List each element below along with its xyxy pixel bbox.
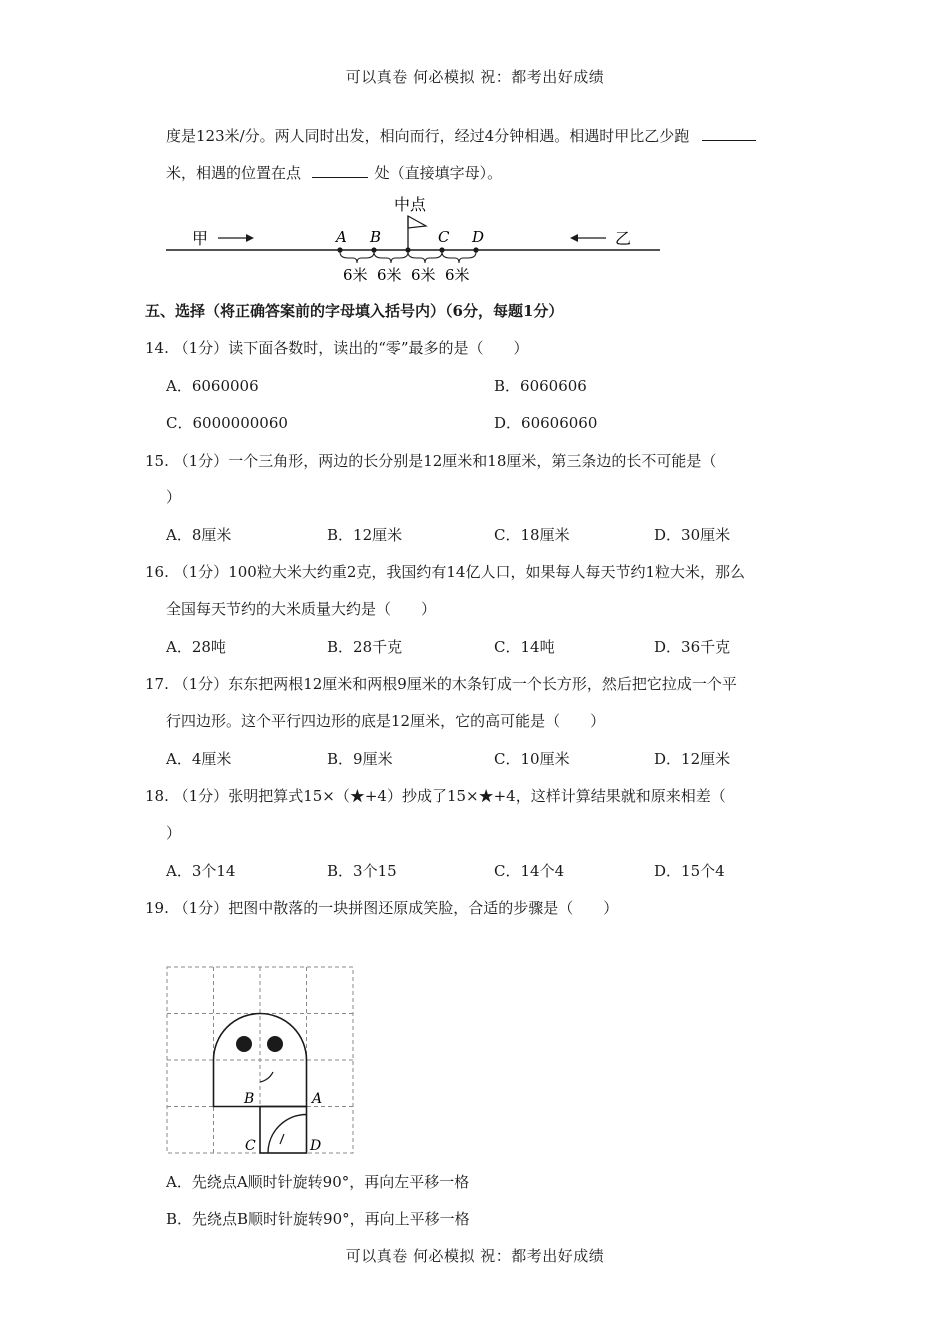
q15-option-a[interactable]: A．8厘米 <box>166 526 232 544</box>
q14-option-b[interactable]: B．6060606 <box>494 377 587 395</box>
midpoint-label: 中点 <box>394 195 427 214</box>
q14-option-c[interactable]: C．6000000060 <box>166 414 288 432</box>
q16-option-c[interactable]: C．14吨 <box>494 638 555 656</box>
q19-option-a[interactable]: A．先绕点A顺时针旋转90°，再向左平移一格 <box>166 1173 470 1191</box>
q18-number: 18. <box>145 787 169 805</box>
brace-3 <box>408 252 442 263</box>
q16-option-a[interactable]: A．28吨 <box>166 638 226 656</box>
q17-option-b[interactable]: B．9厘米 <box>327 750 393 768</box>
q17-text: 东东把两根12厘米和两根9厘米的木条钉成一个长方形，然后把它拉成一个平 <box>228 675 737 693</box>
q19-number: 19. <box>145 899 169 917</box>
brace-4 <box>442 252 476 263</box>
piece-arc <box>268 1115 307 1154</box>
question-19 <box>145 897 618 918</box>
q18-option-c[interactable]: C．14个4 <box>494 862 565 880</box>
label-jia: 甲 <box>192 229 209 248</box>
flag-icon <box>408 216 426 228</box>
q13-line1-text: 度是123米/分。两人同时出发，相向而行，经过4分钟相遇。相遇时甲比乙少跑 <box>166 127 690 145</box>
q15-number: 15. <box>145 452 169 470</box>
q19-option-b[interactable]: B．先绕点B顺时针旋转90°，再向上平移一格 <box>166 1210 470 1228</box>
q19-score: （1分） <box>173 899 229 917</box>
segment-label-1: 6米 <box>343 266 368 284</box>
label-a: A <box>312 1091 323 1107</box>
q13-line1 <box>166 125 756 146</box>
q13-answer-blank-2[interactable] <box>312 163 368 178</box>
q14-option-a[interactable]: A．6060006 <box>166 377 259 395</box>
q15-score: （1分） <box>173 452 229 470</box>
q16-score: （1分） <box>173 563 229 581</box>
arrow-left-head-icon <box>570 234 578 242</box>
q19-figure <box>160 960 360 1160</box>
q13-answer-blank-1[interactable] <box>702 126 756 141</box>
q14-number: 14. <box>145 339 169 357</box>
page-footer: 可以真卷 何必模拟 祝：都考出好成绩 <box>345 1247 605 1265</box>
q19-text: 把图中散落的一块拼图还原成笑脸，合适的步骤是（ ） <box>228 899 619 917</box>
q13-line2-text-b: 处（直接填字母）。 <box>374 164 503 182</box>
label-b: B <box>244 1091 255 1107</box>
q14-text: 读下面各数时，读出的“零”最多的是（ ） <box>228 339 529 357</box>
q17-text-cont: 行四边形。这个平行四边形的底是12厘米，它的高可能是（ ） <box>166 712 606 730</box>
q17-option-d[interactable]: D．12厘米 <box>654 750 731 768</box>
page-header: 可以真卷 何必模拟 祝：都考出好成绩 <box>345 68 605 86</box>
q17-option-a[interactable]: A．4厘米 <box>166 750 232 768</box>
q18-option-a[interactable]: A．3个14 <box>166 862 236 880</box>
q17-score: （1分） <box>173 675 229 693</box>
question-17 <box>145 673 737 694</box>
point-a-label: A <box>336 228 347 246</box>
point-b-dot <box>371 247 376 252</box>
q18-option-d[interactable]: D．15个4 <box>654 862 725 880</box>
segment-label-2: 6米 <box>377 266 402 284</box>
q13-line2 <box>166 162 502 183</box>
q16-text: 100粒大米大约重2克，我国约有14亿人口，如果每人每天节约1粒大米，那么 <box>228 563 745 581</box>
arrow-right-head-icon <box>246 234 254 242</box>
q16-text-cont: 全国每天节约的大米质量大约是（ ） <box>166 600 437 618</box>
puzzle-piece <box>260 1107 307 1154</box>
q13-line2-text-a: 米，相遇的位置在点 <box>166 164 302 182</box>
q16-option-b[interactable]: B．28千克 <box>327 638 403 656</box>
brace-1 <box>340 252 374 263</box>
point-d-label: D <box>472 228 485 246</box>
question-18 <box>145 785 726 806</box>
label-yi: 乙 <box>615 229 632 248</box>
q17-option-c[interactable]: C．10厘米 <box>494 750 570 768</box>
question-15 <box>145 450 716 471</box>
label-c: C <box>245 1138 256 1154</box>
q15-text-cont: ） <box>166 488 182 506</box>
q17-number: 17. <box>145 675 169 693</box>
q15-option-c[interactable]: C．18厘米 <box>494 526 570 544</box>
label-d: D <box>310 1138 322 1154</box>
q18-score: （1分） <box>173 787 229 805</box>
mouth <box>260 1072 273 1082</box>
section-title: 五、选择（将正确答案前的字母填入括号内）（6分，每题1分） <box>145 302 564 320</box>
q15-option-b[interactable]: B．12厘米 <box>327 526 403 544</box>
q16-number: 16. <box>145 563 169 581</box>
point-c-label: C <box>438 228 450 246</box>
piece-mouth-fragment <box>280 1134 284 1144</box>
left-eye <box>236 1036 252 1052</box>
right-eye <box>267 1036 283 1052</box>
point-a-dot <box>337 247 342 252</box>
q18-text-cont: ） <box>166 824 182 842</box>
q18-text: 张明把算式15×（★+4）抄成了15×★+4，这样计算结果就和原来相差（ <box>228 787 726 805</box>
point-d-dot <box>473 247 478 252</box>
question-14 <box>145 337 529 358</box>
q13-figure <box>160 190 670 290</box>
q15-option-d[interactable]: D．30厘米 <box>654 526 731 544</box>
q18-option-b[interactable]: B．3个15 <box>327 862 397 880</box>
segment-label-4: 6米 <box>445 266 470 284</box>
q15-text: 一个三角形，两边的长分别是12厘米和18厘米，第三条边的长不可能是（ <box>228 452 717 470</box>
q14-option-d[interactable]: D．60606060 <box>494 414 598 432</box>
brace-2 <box>374 252 408 263</box>
point-c-dot <box>439 247 444 252</box>
segment-label-3: 6米 <box>411 266 436 284</box>
question-16 <box>145 561 745 582</box>
q16-option-d[interactable]: D．36千克 <box>654 638 731 656</box>
q14-score: （1分） <box>173 339 229 357</box>
point-b-label: B <box>370 228 382 246</box>
